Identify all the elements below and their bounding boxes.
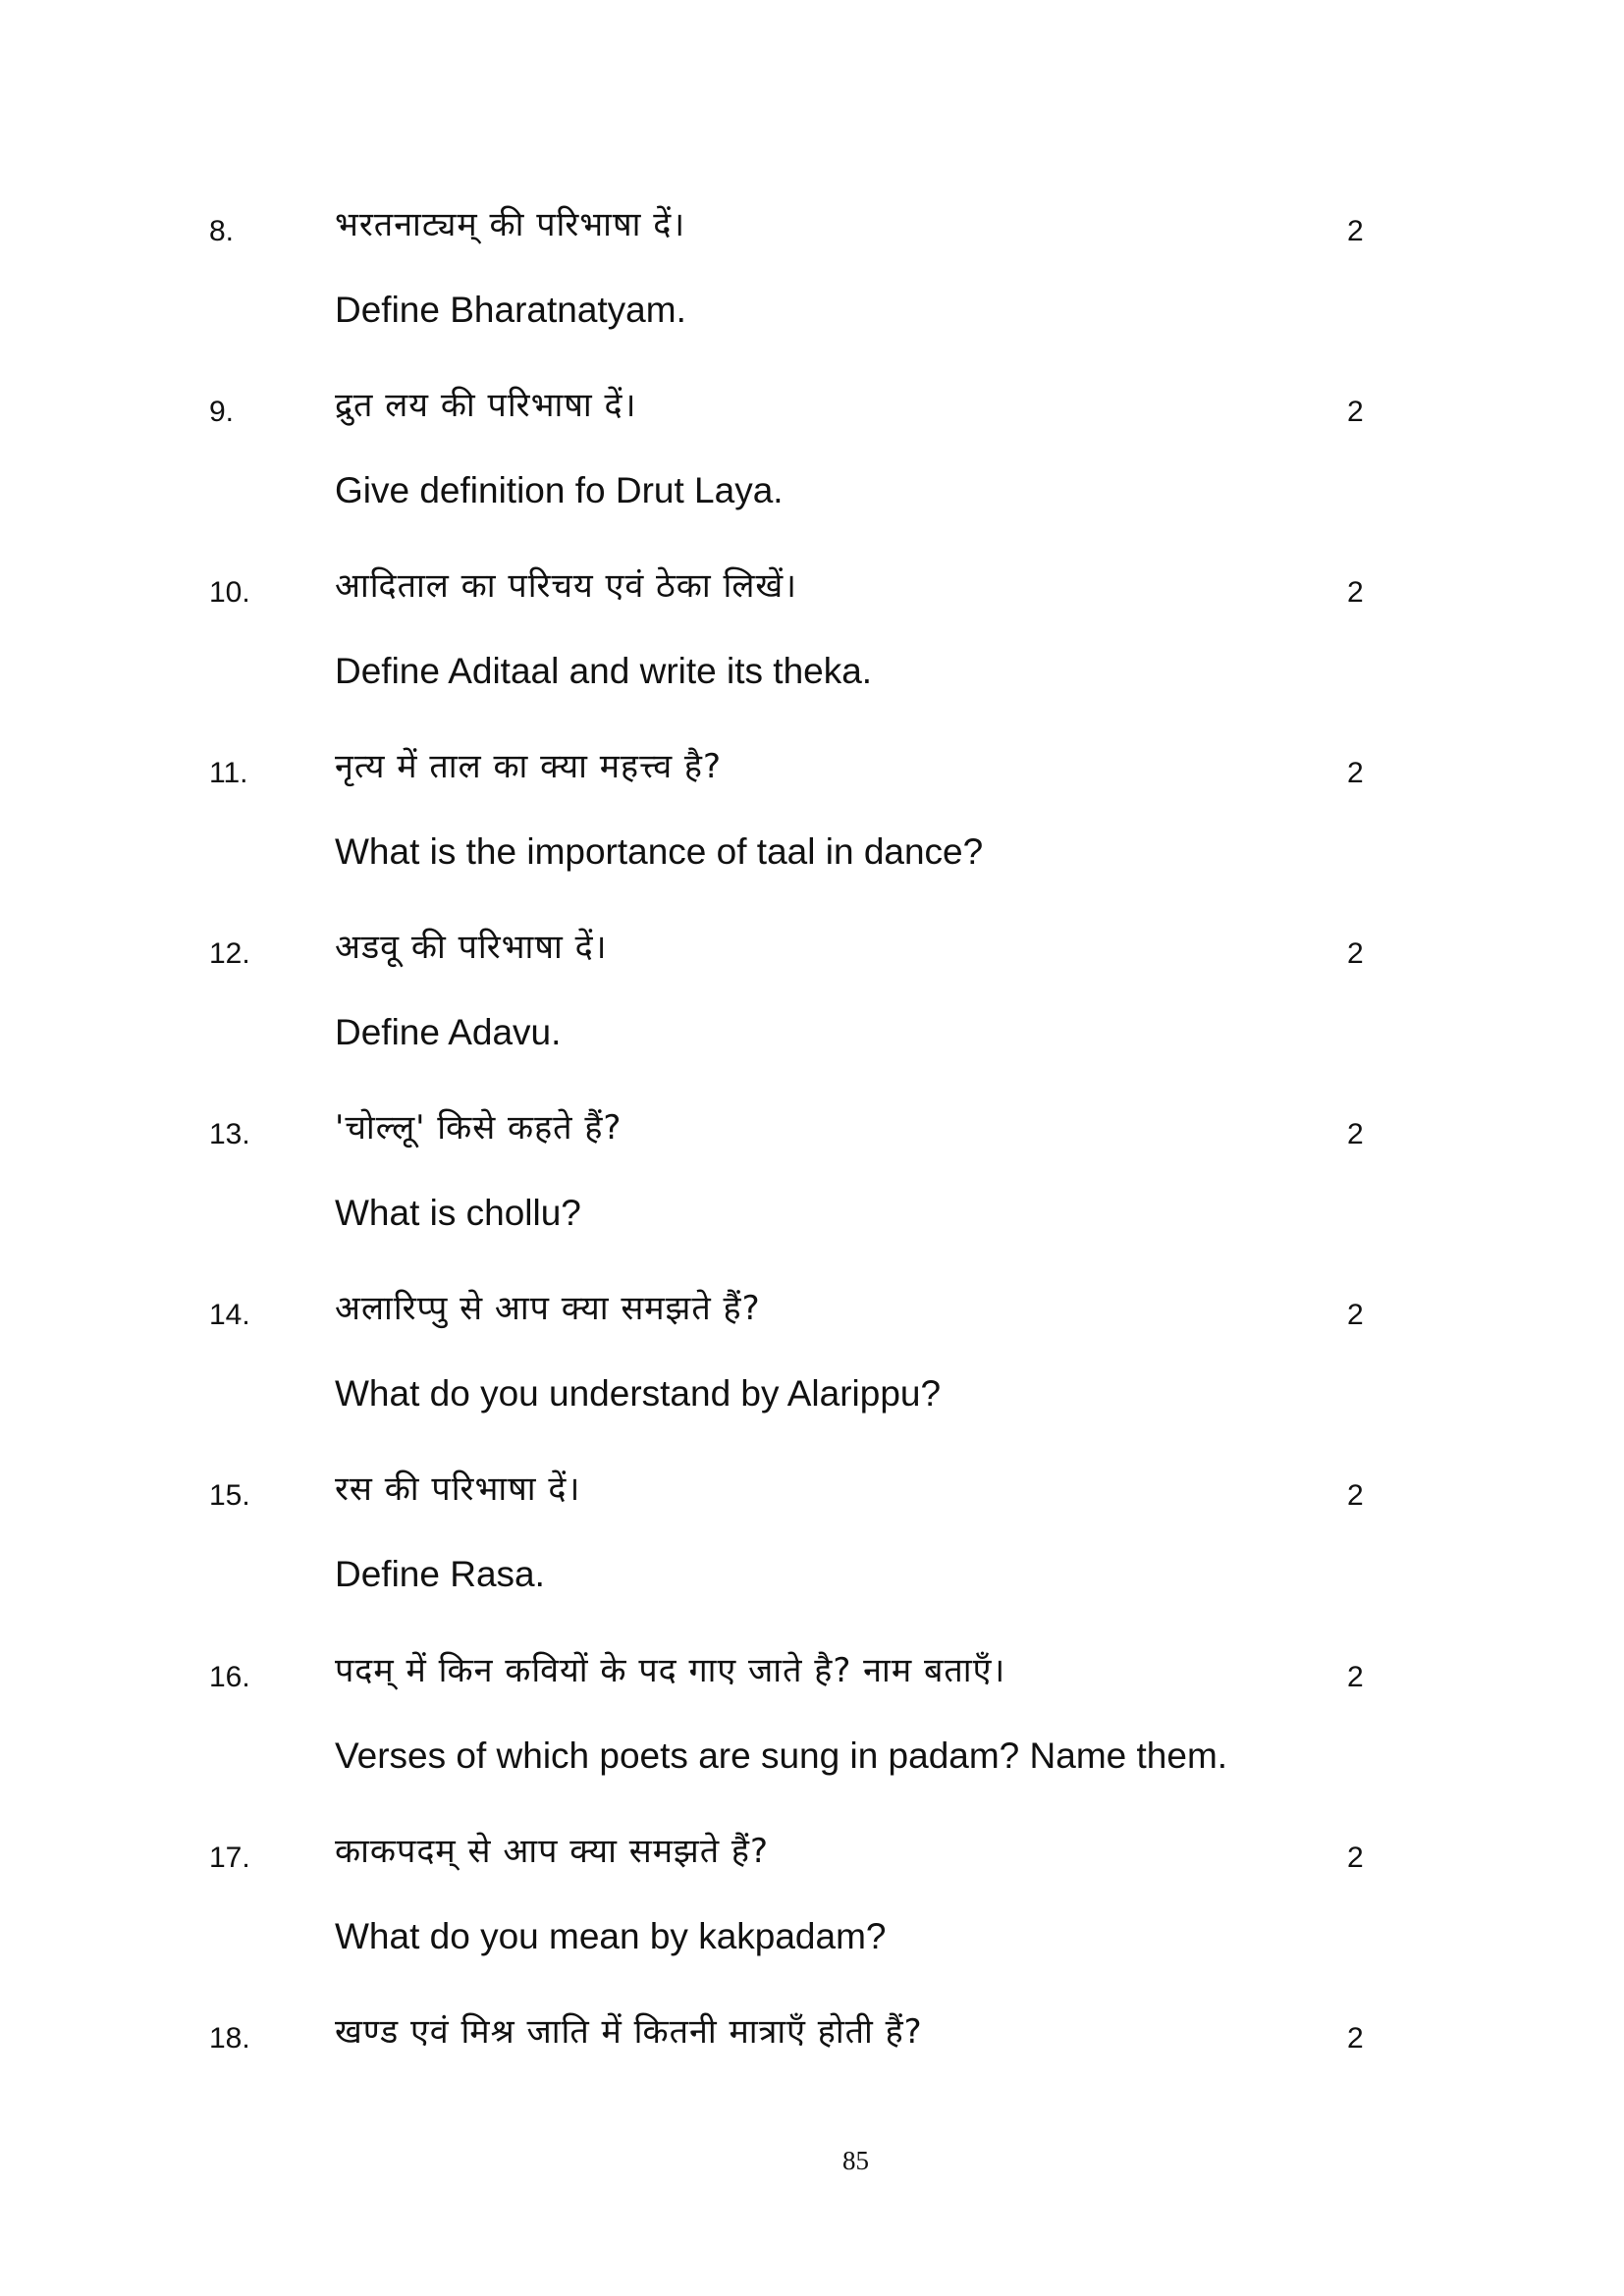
question-18 [0,2007,1624,2188]
question-text-hindi: पदम् में किन कवियों के पद गाए जाते है? नाम बताएँ। [335,1651,1006,1690]
question-text-hindi: खण्ड एवं मिश्र जाति में कितनी मात्राएँ होती हैं? [335,2012,923,2052]
question-marks: 2 [1347,215,1364,247]
question-16 [0,1646,1624,1827]
question-row [0,381,1624,440]
question-number: 16. [209,1661,250,1693]
question-15 [0,1465,1624,1645]
question-marks: 2 [1347,757,1364,789]
question-marks: 2 [1347,1661,1364,1693]
question-8 [0,200,1624,381]
question-text-hindi: 'चोल्लू' किसे कहते हैं? [335,1108,623,1148]
question-text-hindi: रस की परिभाषा दें। [335,1469,581,1509]
question-row [0,1465,1624,1523]
question-text-english: Verses of which poets are sung in padam? Name them. [335,1735,1228,1776]
question-row [0,923,1624,982]
question-text-english: Define Adavu. [335,1012,562,1052]
question-text-hindi: अलारिप्पु से आप क्या समझते हैं? [335,1289,761,1328]
question-row [0,561,1624,620]
question-marks: 2 [1347,1299,1364,1331]
question-number: 15. [209,1479,250,1512]
page-number: 85 [842,2146,869,2175]
question-text-english: What do you mean by kakpadam? [335,1916,887,1956]
question-number: 12. [209,937,250,970]
question-row [0,742,1624,801]
question-row [0,1646,1624,1705]
question-row [0,1284,1624,1343]
question-text-hindi: काकपदम् से आप क्या समझते हैं? [335,1832,770,1871]
question-text-english: What do you understand by Alarippu? [335,1373,942,1414]
question-text-english: Define Rasa. [335,1554,545,1594]
question-marks: 2 [1347,396,1364,428]
question-13 [0,1103,1624,1284]
question-marks: 2 [1347,937,1364,970]
question-text-english: Define Bharatnatyam. [335,290,686,330]
question-number: 13. [209,1118,250,1150]
question-marks: 2 [1347,1479,1364,1512]
question-row [0,2007,1624,2066]
question-row [0,1103,1624,1162]
question-row [0,200,1624,259]
question-number: 11. [209,757,248,789]
question-number: 10. [209,576,250,609]
question-number: 9. [209,396,235,428]
question-marks: 2 [1347,576,1364,609]
question-number: 17. [209,1842,250,1874]
question-text-english: What is chollu? [335,1193,581,1233]
question-14 [0,1284,1624,1465]
question-text-hindi: नृत्य में ताल का क्या महत्त्व है? [335,747,723,786]
question-11 [0,742,1624,923]
question-9 [0,381,1624,561]
question-text-hindi: अडवू की परिभाषा दें। [335,928,608,967]
question-marks: 2 [1347,1842,1364,1874]
question-marks: 2 [1347,2022,1364,2055]
question-text-hindi: आदिताल का परिचय एवं ठेका लिखें। [335,566,798,606]
question-17 [0,1827,1624,2007]
question-number: 18. [209,2022,250,2055]
question-text-hindi: द्रुत लय की परिभाषा दें। [335,386,637,425]
question-number: 14. [209,1299,250,1331]
question-text-english: Define Aditaal and write its theka. [335,651,873,691]
question-12 [0,923,1624,1103]
question-row [0,1827,1624,1886]
question-marks: 2 [1347,1118,1364,1150]
question-text-english: Give definition fo Drut Laya. [335,470,784,510]
question-text-english: What is the importance of taal in dance? [335,831,984,872]
question-number: 8. [209,215,235,247]
question-text-hindi: भरतनाट्यम् की परिभाषा दें। [335,205,686,244]
question-10 [0,561,1624,742]
